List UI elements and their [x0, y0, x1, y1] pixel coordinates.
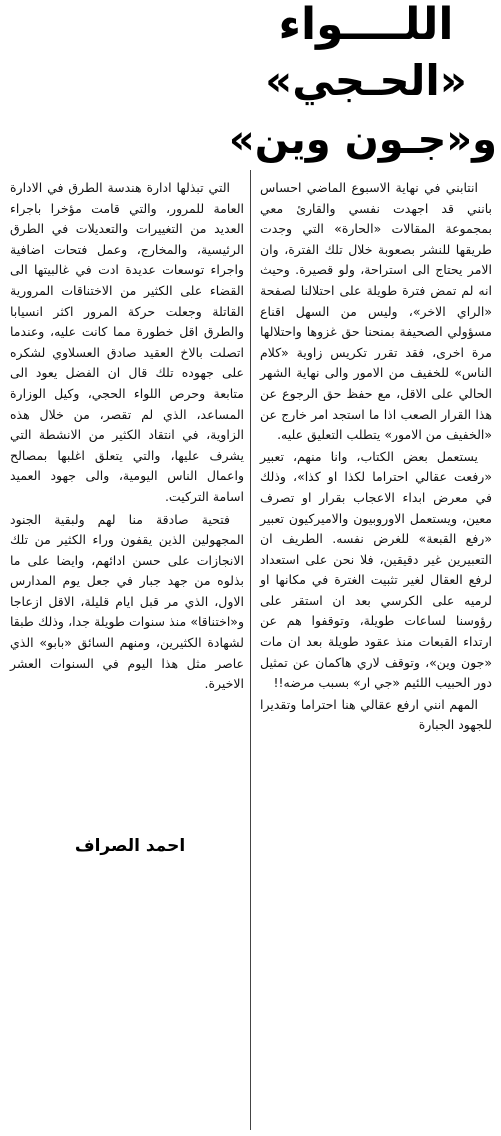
headline-line-1: اللــــواء	[278, 0, 454, 50]
author-byline: احمد الصراف	[74, 836, 186, 856]
paragraph: يستعمل بعض الكتاب، وانا منهم، تعبير «رفعت عقالي احتراما لكذا او كذا»، وذلك في معرض ابداء الاعجاب بقرار او تصرف معين، ويستعمل الاوروبيون والاميركيون تعبير «رفع القبعة» للغرض نفسه. الطريف ان التعبيرين غير دقيقين، فلا نحن على استعداد لرفع العقال لغير تثبيت الغترة في مكانها او لرميه على الكرسي بعد ان استقر على رؤوسنا لساعات طويلة، وتوقفوا هم عن ارتداء القبعات منذ عقود طويلة بعد ان مات «جون وين»، وتوقف لاري هاكمان عن تمثيل دور الحبيب اللئيم «جي ار» بسبب مرضه!!	[260, 448, 492, 691]
article-headline	[228, 0, 497, 178]
headline-line-2: «الحـجي»	[265, 56, 467, 105]
paragraph: التي تبذلها ادارة هندسة الطرق في الادارة العامة للمرور، والتي قامت مؤخرا باجراء العديد من التغييرات والتعديلات في الطرق الرئيسية، والمخارج، وعمل فتحات اضافية واجراء توسعات عديدة ادت في غالبيتها الى القضاء على الكثير من الاختناقات المرورية القاتلة وجعلت حركة المرور اكثر انسيابا والطرق اقل خطورة مما كانت عليه، وعندما اتصلت بالاخ العقيد صادق العسلاوي لشكره على جهوده تلك قال ان الفضل يعود الى متابعة وحرص اللواء الحجي، وكيل الوزارة المساعد، الذي لم تقصر، من خلال هذه الزاوية، في انتقاد الكثير من الانشطة التي يشرف عليها، والتي يتعلق اغلبها بمصالح واعمال الناس اليومية، والى جهود العميد اسامة التركيت.	[10, 180, 244, 504]
article-column-right	[260, 178, 492, 736]
headline-line-3: و«جـون وين»	[228, 117, 497, 163]
paragraph: المهم انني ارفع عقالي هنا احتراما وتقديرا للجهود الجبارة	[260, 696, 492, 733]
paragraph: انتابني في نهاية الاسبوع الماضي احساس بانني قد اجهدت نفسي والقارئ معي بمجموعة المقالات «الحارة» التي وجدت طريقها للنشر بصعوبة خلال تلك الفترة، وان الامر يحتاج الى استراحة، ولو قصيرة. وحيث انه لم تمض فترة طويلة على احتلالنا لصفحة «الراي الاخر»، وليس من السهل اقناع مسؤولي الصحيفة بمنحنا حق غزوها واحتلالها مرة اخرى، فقد تقرر تكريس زاوية «كلام الناس» للخفيف من الامور والى نهاية الشهر الحالي على الاقل، مع حفظ حق الرجوع عن هذا القرار الصعب اذا ما استجد امر خارج عن «الخفيف من الامور» يتطلب التعليق عليه.	[260, 180, 492, 443]
article-column-left	[10, 178, 244, 695]
paragraph: فتحية صادقة منا لهم ولبقية الجنود المجهولين الذين يقفون وراء الكثير من تلك الانجازات على حسن ادائهم، وايضا على ما بذلوه من جهد جبار في جعل يوم المدارس الاول، الذي مر قبل ايام قليلة، الاقل ازعاجا و«اختناقا» منذ سنوات طويلة جدا، وذلك طبقا لشهادة الكثيرين، ومنهم السائق «بابو» الذي عاصر مثل هذا اليوم في السنوات العشر الاخيرة.	[10, 511, 244, 692]
column-divider	[250, 170, 251, 1130]
